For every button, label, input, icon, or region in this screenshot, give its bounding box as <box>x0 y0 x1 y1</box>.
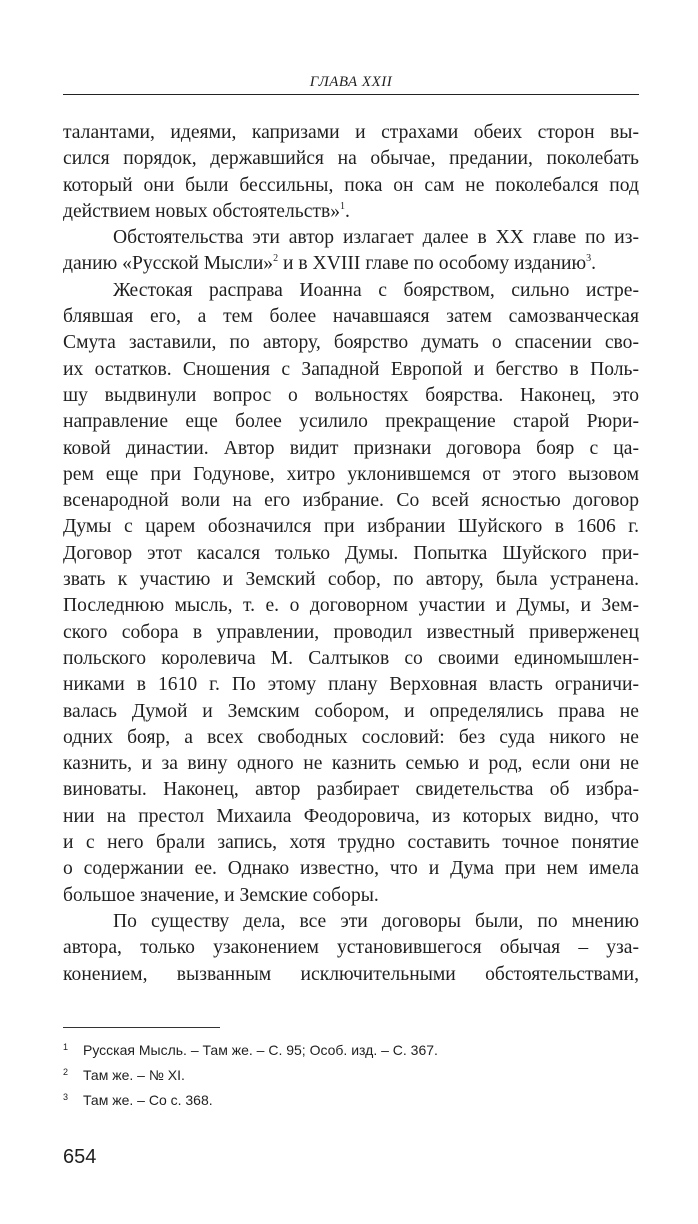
text-line: сился порядок, державшийся на обычае, предании, поколебать <box>63 148 639 170</box>
footnote: 2 Там же. – № XI. <box>63 1067 185 1083</box>
footnote: 1 Русская Мысль. – Там же. – С. 95; Особ. изд. – С. 367. <box>63 1042 438 1058</box>
text-line: всенародной воли на его избрание. Со всей ясностью договор <box>63 490 639 512</box>
text-line: большое значение, и Земские соборы. <box>63 884 379 906</box>
text-line: блявшая его, а тем более начавшаяся затем самозванческая <box>63 306 639 328</box>
text-line: Смута заставили, по автору, боярство думать о спасении сво- <box>63 332 639 354</box>
text-line: виноваты. Наконец, автор разбирает свидетельства об избра- <box>63 779 639 801</box>
page-number: 654 <box>63 1146 97 1168</box>
text-line: нии на престол Михаила Феодоровича, из которых видно, что <box>63 805 639 827</box>
text-line: шу выдвинули вопрос о вольностях боярства. Наконец, это <box>63 384 639 406</box>
text-line: никами в 1610 г. По этому плану Верховная власть ограничи- <box>63 674 639 696</box>
text-line: автора, только узаконением установившегося обычая – уза- <box>63 937 639 959</box>
text-line: валась Думой и Земским собором, и определялись права не <box>63 700 639 722</box>
text-line: Последнюю мысль, т. е. о договорном участии и Думы, и Зем- <box>63 595 639 617</box>
text-line: Думы с царем обозначился при избрании Шуйского в 1606 г. <box>63 516 639 538</box>
text-line: направление еще более усилило прекращение старой Рюри- <box>63 411 639 433</box>
text-line: звать к участию и Земский собор, по автору, была устранена. <box>63 569 639 591</box>
running-head: ГЛАВА XXII <box>309 74 393 90</box>
text-line: ского собора в управлении, проводил известный приверженец <box>63 621 639 643</box>
text-line: польского королевича М. Салтыков со своими единомышлен- <box>63 647 639 669</box>
text-line: их остатков. Сношения с Западной Европой и бегство в Поль- <box>63 358 639 380</box>
header-rule <box>63 94 639 95</box>
footnote-ref: 1 <box>340 200 346 212</box>
text-line: который они были бессильны, пока он сам не поколебался под <box>63 174 639 196</box>
text-line: и с него брали запись, хотя трудно составить точное понятие <box>63 832 639 854</box>
text-line: ковой династии. Автор видит признаки договора бояр с ца- <box>63 437 639 459</box>
text-line: казнить, и за вину одного не казнить семью и род, если они не <box>63 753 639 775</box>
footnote-ref: 2 <box>273 253 279 265</box>
text-line: Жестокая расправа Иоанна с боярством, сильно истре- <box>113 279 639 301</box>
footnote-ref: 3 <box>586 253 592 265</box>
text-line: о содержании ее. Однако известно, что и Дума при нем имела <box>63 858 639 880</box>
footnote-rule <box>63 1027 220 1028</box>
text-line: конением, вызванным исключительными обстоятельствами, <box>63 963 639 985</box>
text-line: данию «Русской Мысли»$^2$ и в XVIII главе по особому изданию$^3$. <box>63 253 597 275</box>
text-line: Обстоятельства эти автор излагает далее в XX главе по из- <box>113 227 639 249</box>
text-line: одних бояр, а всех свободных сословий: без суда никого не <box>63 726 639 748</box>
text-line: Договор этот касался только Думы. Попытка Шуйского при- <box>63 542 639 564</box>
text-line: рем еще при Годунове, хитро уклонившемся от этого вызовом <box>63 463 639 485</box>
footnote: 3 Там же. – Со с. 368. <box>63 1092 213 1108</box>
text-line: талантами, идеями, капризами и страхами обеих сторон вы- <box>63 122 639 143</box>
text-line: действием новых обстоятельств»$^1$. <box>63 200 350 222</box>
footnotes <box>63 1036 639 1111</box>
page-body <box>63 120 639 988</box>
text-line: По существу дела, все эти договоры были, по мнению <box>113 910 639 932</box>
